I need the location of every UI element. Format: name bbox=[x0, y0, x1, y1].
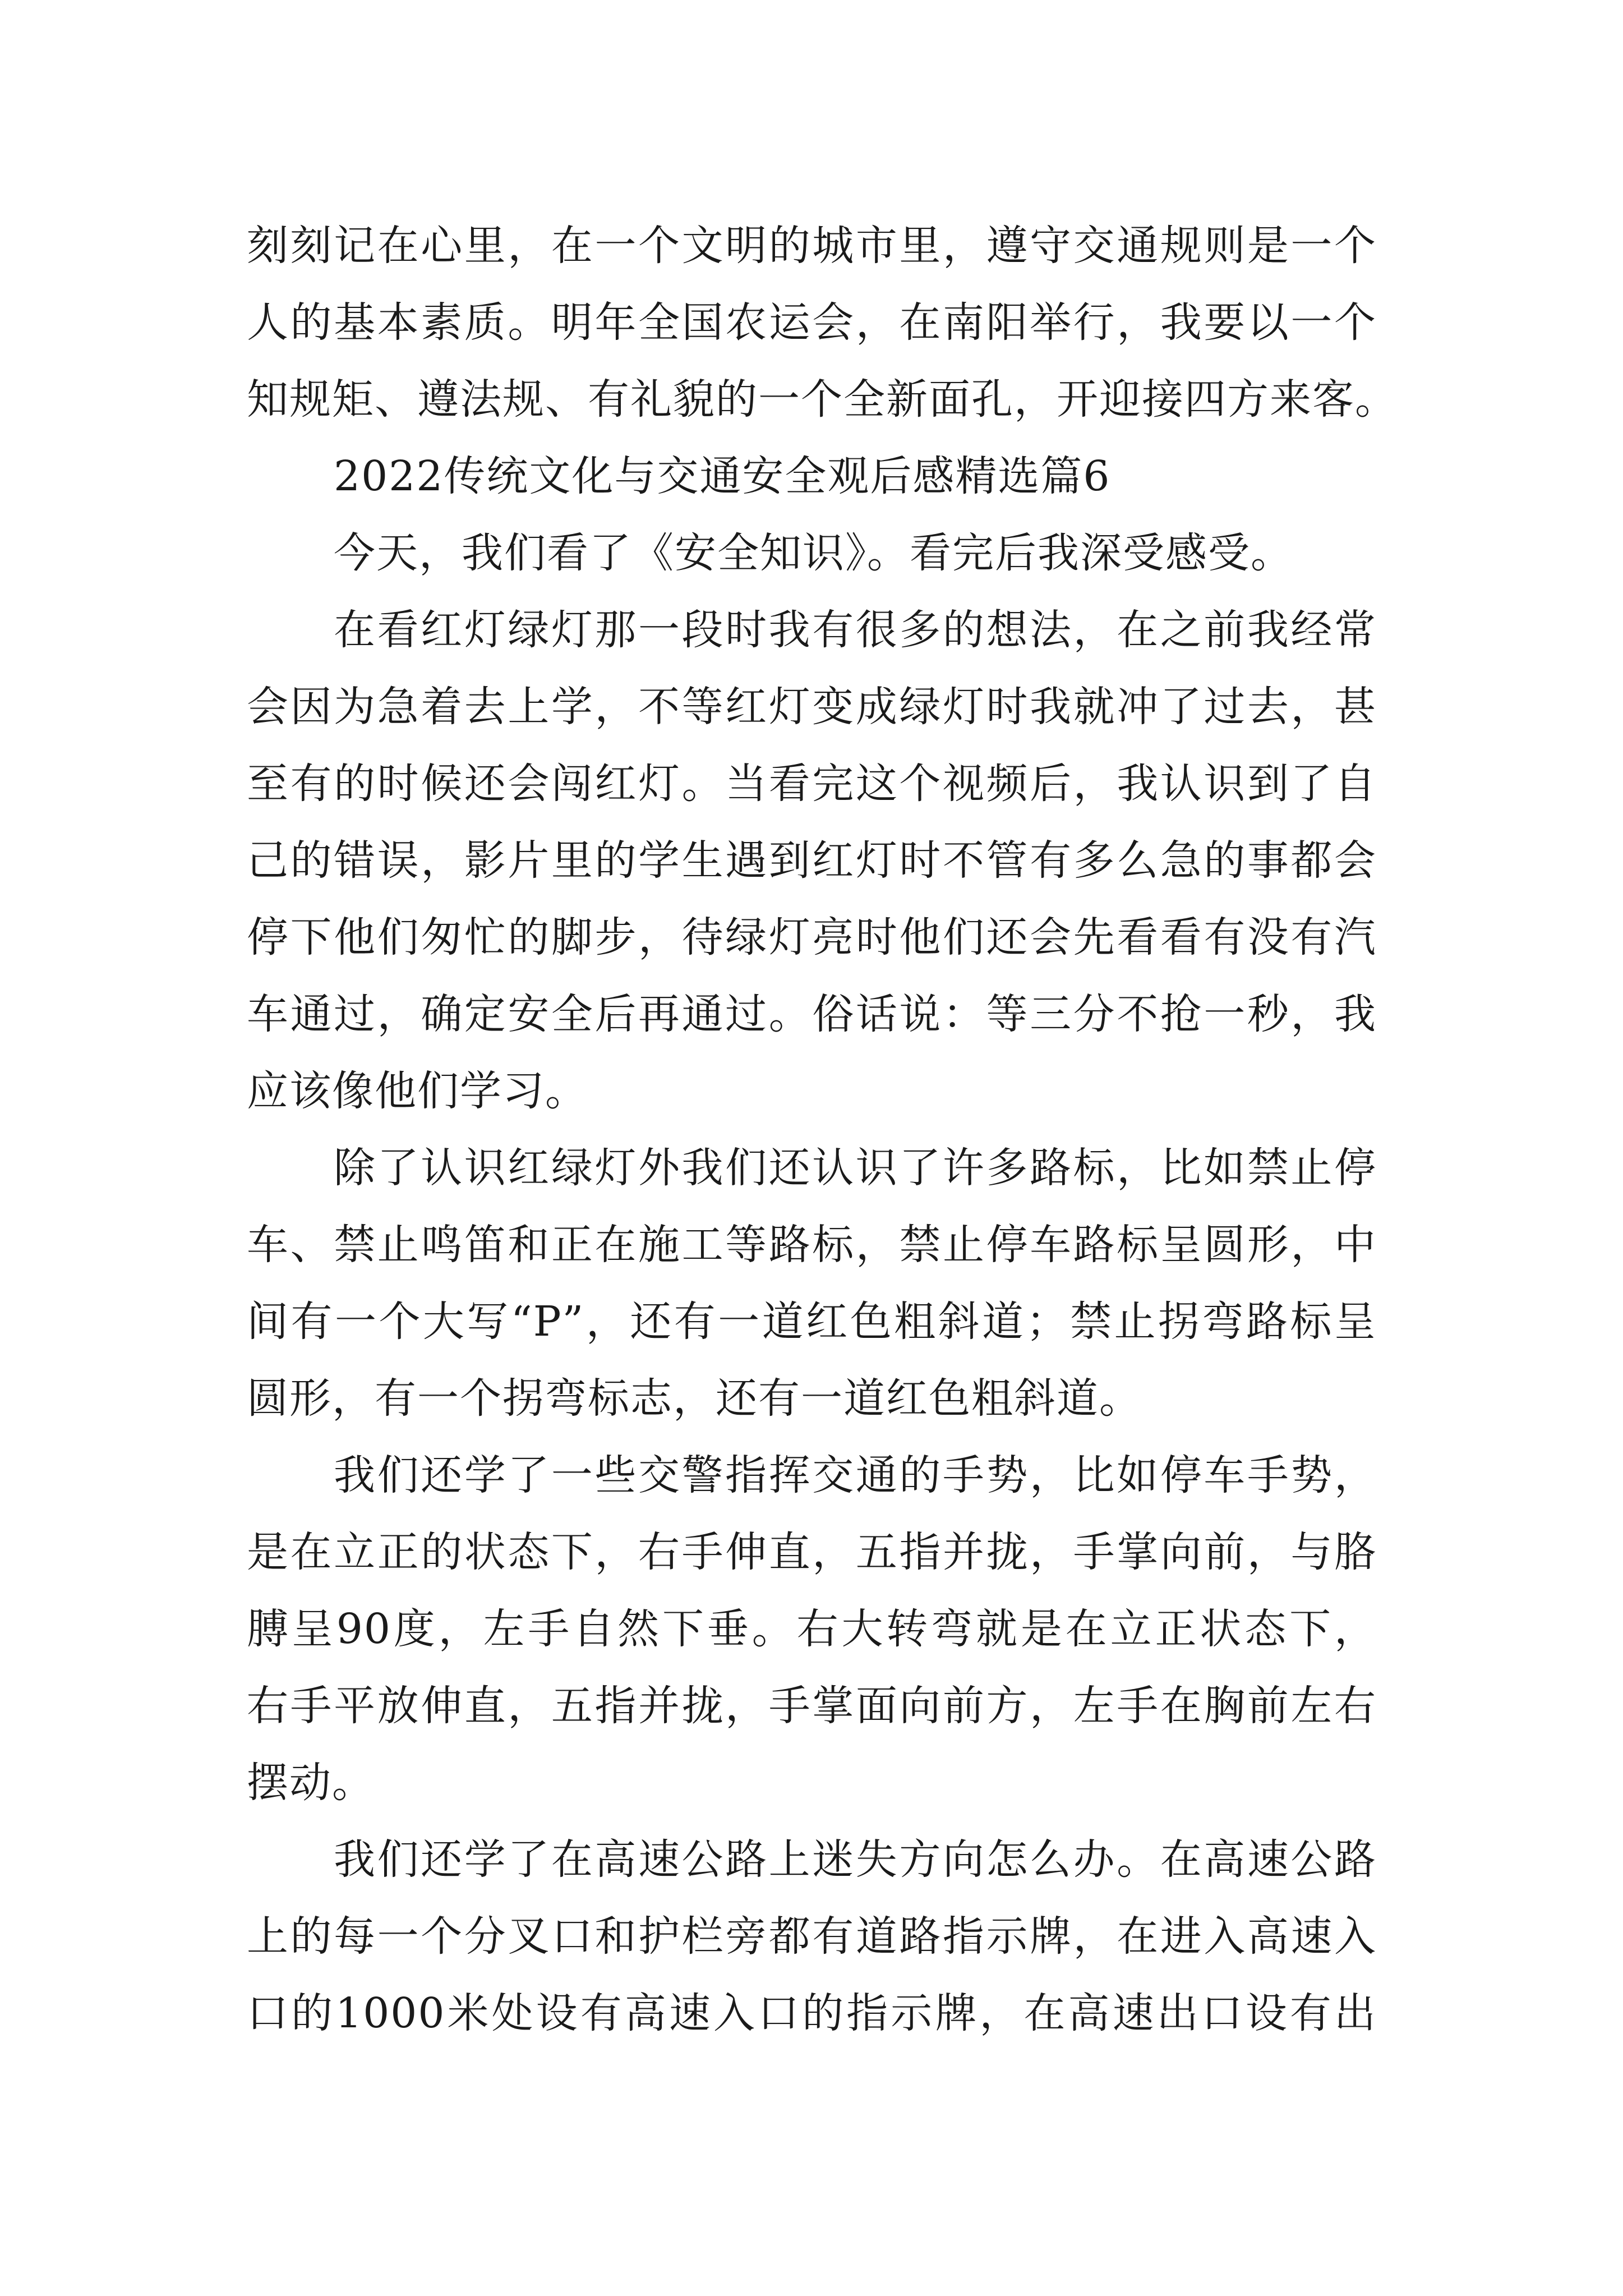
text-line: 我们还学了一些交警指挥交通的手势，比如停车手势， bbox=[334, 1451, 1377, 1499]
text-line: 膊呈90度，左手自然下垂。右大转弯就是在立正状态下， bbox=[247, 1605, 1377, 1653]
text-line: 在看红灯绿灯那一段时我有很多的想法，在之前我经常 bbox=[334, 606, 1377, 654]
text-line: 口的1000米处设有高速入口的指示牌，在高速出口设有出 bbox=[247, 1989, 1377, 2037]
text-line: 今天，我们看了《安全知识》。看完后我深受感受。 bbox=[334, 529, 1293, 577]
text-line: 我们还学了在高速公路上迷失方向怎么办。在高速公路 bbox=[334, 1835, 1377, 1884]
text-line: 右手平放伸直，五指并拢，手掌面向前方，左手在胸前左右 bbox=[247, 1682, 1377, 1730]
text-line: 上的每一个分叉口和护栏旁都有道路指示牌，在进入高速入 bbox=[247, 1912, 1377, 1961]
text-line: 人的基本素质。明年全国农运会，在南阳举行，我要以一个 bbox=[247, 298, 1377, 347]
section-heading: 2022传统文化与交通安全观后感精选篇6 bbox=[334, 452, 1111, 500]
text-line: 摆动。 bbox=[247, 1759, 375, 1807]
text-line: 己的错误，影片里的学生遇到红灯时不管有多么急的事都会 bbox=[247, 836, 1377, 885]
text-line: 圆形，有一个拐弯标志，还有一道红色粗斜道。 bbox=[247, 1374, 1142, 1423]
text-line: 车、禁止鸣笛和正在施工等路标，禁止停车路标呈圆形，中 bbox=[247, 1221, 1377, 1269]
text-line: 应该像他们学习。 bbox=[247, 1067, 588, 1115]
text-line: 刻刻记在心里，在一个文明的城市里，遵守交通规则是一个 bbox=[247, 222, 1377, 270]
text-line: 除了认识红绿灯外我们还认识了许多路标，比如禁止停 bbox=[334, 1144, 1377, 1192]
body-text bbox=[247, 208, 1398, 2052]
text-line: 间有一个大写“P”，还有一道红色粗斜道；禁止拐弯路标呈 bbox=[247, 1297, 1377, 1346]
text-line: 会因为急着去上学，不等红灯变成绿灯时我就冲了过去，甚 bbox=[247, 683, 1377, 731]
text-line: 至有的时候还会闯红灯。当看完这个视频后，我认识到了自 bbox=[247, 760, 1377, 808]
text-line: 停下他们匆忙的脚步，待绿灯亮时他们还会先看看有没有汽 bbox=[247, 913, 1377, 961]
text-line: 车通过，确定安全后再通过。俗话说：等三分不抢一秒，我 bbox=[247, 990, 1377, 1038]
text-line: 知规矩、遵法规、有礼貌的一个全新面孔，开迎接四方来客。 bbox=[247, 375, 1398, 424]
text-line: 是在立正的状态下，右手伸直，五指并拢，手掌向前，与胳 bbox=[247, 1528, 1377, 1576]
